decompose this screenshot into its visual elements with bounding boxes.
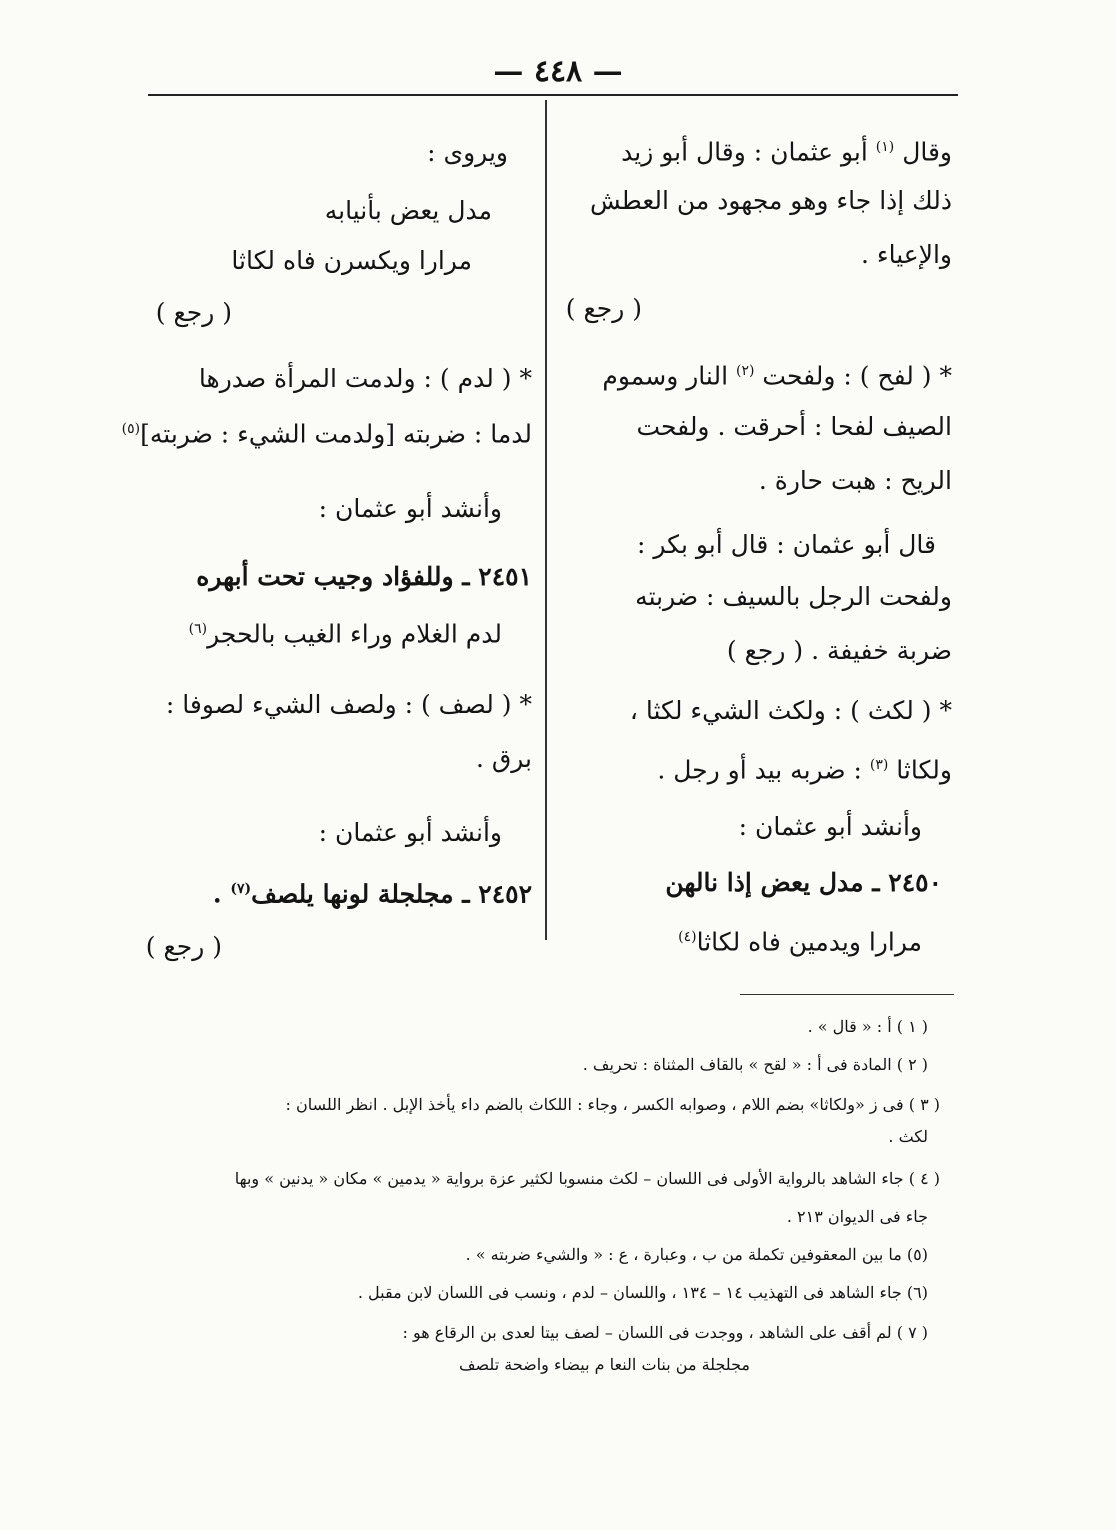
entry-heading: * ( لكث ) : ولكث الشيء لكثا ، [629,696,952,725]
footnote: ( ٧ ) لم أقف على الشاهد ، ووجدت فى اللسان – لصف بيتا لعدى بن الرقاع هو : [402,1323,928,1342]
text-line: ذلك إذا جاء وهو مجهود من العطش [589,186,952,215]
section-marker: ( رجع ) [155,298,232,327]
verse-line: مرارا ويكسرن فاه لكاثا [231,246,472,275]
footnote: (٥) ما بين المعقوفين تكملة من ب ، وعبارة ، ع : « والشيء ضربته » . [465,1245,928,1264]
section-marker: ( رجع ) [565,294,642,323]
entry-heading: * ( لصف ) : ولصف الشيء لصوفا : [165,690,532,719]
text-line: الريح : هبت حارة . [758,466,952,495]
footnote-marker: (٣) [869,757,889,773]
verse-line: ٢٤٥١ ـ وللفؤاد وجيب تحت أبهره [196,562,532,591]
footnote-marker: (٤) [678,929,697,945]
verse-line: مرارا ويدمين فاه لكاثا$^{(٤)}$ [678,927,922,957]
text-line: وقال $^{(١)}$ أبو عثمان : وقال أبو زيد [621,137,952,167]
verse-line: مدل يعض بأنيابه [324,196,492,225]
footnote-marker: (١) [875,139,895,155]
text-line: قال أبو عثمان : قال أبو بكر : [636,530,936,559]
footnote-marker: (٧) [230,881,252,897]
header-rule [148,94,958,96]
footnote: لكث . [888,1127,928,1146]
text-line: الصيف لفحا : أحرقت . ولفحت [636,412,952,441]
text-line: ولفحت الرجل بالسيف : ضربته [635,582,952,611]
text-line: وأنشد أبو عثمان : [738,812,922,841]
footnote: ( ٣ ) فى ز «ولكاثا» بضم اللام ، وصوابه الكسر ، وجاء : اللكاث بالضم داء يأخذ الإبل . انظر اللسان : [285,1095,940,1114]
section-marker: ( رجع ) [145,932,222,961]
footnote: ( ٤ ) جاء الشاهد بالرواية الأولى فى اللسان – لكث منسوبا لكثير عزة برواية « يدمين » مكان « يدنين » وبها [234,1169,940,1188]
footnote-marker: (٢) [735,363,755,379]
footnote-verse: مجلجلة من بنات النعا م بيضاء واضحة تلصف [458,1355,750,1374]
entry-heading: * ( لفح ) : ولفحت $^{(٢)}$ النار وسموم [602,361,952,391]
text-line: لدما : ضربته [ولدمت الشيء : ضربته]$^{(٥)}$ [121,419,532,449]
footnote-marker: (٥) [121,421,141,437]
text-line: برق . [475,744,532,773]
text-line: ويروى : [427,138,508,167]
footnote-marker: (٦) [188,621,208,637]
verse-line: ٢٤٥٠ ـ مدل يعض إذا نالهن [665,868,942,897]
text-line: وأنشد أبو عثمان : [318,494,502,523]
page-number: — ٤٤٨ — [493,54,623,89]
footnote: (٦) جاء الشاهد فى التهذيب ١٤ – ١٣٤ ، واللسان – لدم ، ونسب فى اللسان لابن مقبل . [357,1283,928,1302]
verse-line: لدم الغلام وراء الغيب بالحجر$^{(٦)}$ [188,619,502,649]
footnote: جاء فى الديوان ٢١٣ . [786,1207,928,1226]
text-line: ضربة خفيفة . ( رجع ) [726,636,952,665]
entry-heading: * ( لدم ) : ولدمت المرأة صدرها [198,364,532,393]
verse-line: ٢٤٥٢ ـ مجلجلة لونها يلصف$^{(٧)}$ . [212,879,532,909]
text-line: وأنشد أبو عثمان : [318,818,502,847]
text-line: ولكاثا $^{(٣)}$ : ضربه بيد أو رجل . [657,755,952,785]
column-divider [545,100,547,940]
footnote: ( ٢ ) المادة فى أ : « لقح » بالقاف المثناة : تحريف . [582,1055,928,1074]
text-line: والإعياء . [860,240,952,269]
footnote-rule [740,994,954,995]
footnote: ( ١ ) أ : « قال » . [807,1017,928,1036]
